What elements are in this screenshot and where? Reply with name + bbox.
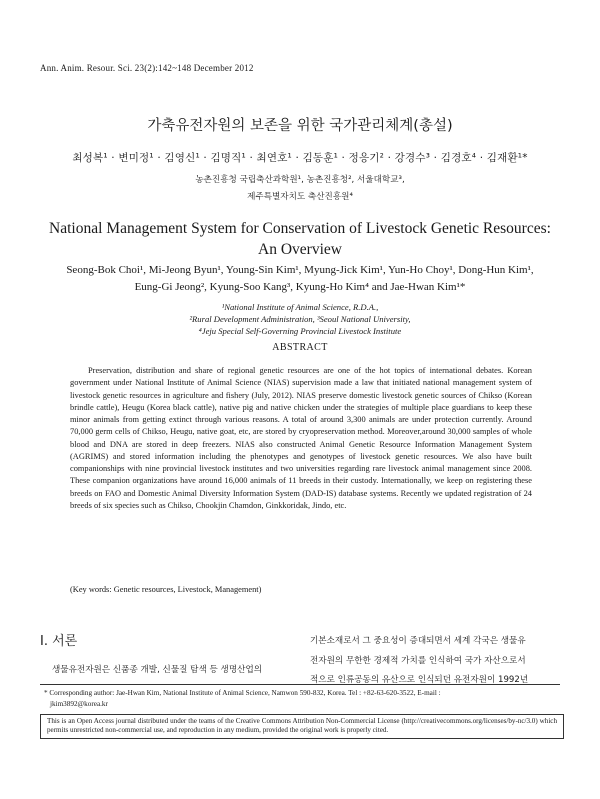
introduction-right-line3: 적으로 인류공동의 유산으로 인식되던 유전자원이 1992년 (310, 675, 529, 685)
english-title-line2: An Overview (258, 241, 342, 258)
license-notice: This is an Open Access journal distributed under the teams of the Creative Commons Attribution Non-Commercial License (http://creativecommons.org/licenses/by-nc/3.0) which permits unrestricted non-commercial use, and reproduction in any medium, provided the original work is properly cited. (40, 714, 564, 739)
english-affiliation-3: ⁴Jeju Special Self-Governing Provincial Livestock Institute (198, 326, 402, 336)
english-affiliation-1: ¹National Institute of Animal Science, R.D.A., (221, 302, 379, 312)
corresponding-author-footnote (44, 688, 562, 709)
korean-affiliation-line2: 제주특별자치도 축산진흥원⁴ (247, 192, 353, 202)
korean-authors: 최성복¹ · 변미정¹ · 김영신¹ · 김명직¹ · 최연호¹ · 김동훈¹ · 정응기² · 강경수³ · 김경호⁴ · 김재환¹* (72, 152, 528, 164)
section-heading-introduction: I. 서론 (40, 634, 78, 649)
keywords: (Key words: Genetic resources, Livestock, Management) (70, 585, 262, 594)
english-title (20, 218, 580, 260)
corresponding-author-email: jkim3892@korea.kr (50, 699, 108, 708)
introduction-right-line2: 전자원의 무한한 경제적 가치를 인식하여 국가 자산으로서 (310, 655, 526, 666)
introduction-right-column (310, 632, 562, 691)
korean-title: 가축유전자원의 보존을 위한 국가관리체계(총설) (147, 118, 453, 134)
english-authors (20, 262, 580, 296)
english-authors-line2: Eung-Gi Jeong², Kyung-Soo Kang³, Kyung-Ho Kim⁴ and Jae-Hwan Kim¹* (134, 281, 466, 293)
journal-citation: Ann. Anim. Resour. Sci. 23(2):142~148 December 2012 (40, 63, 254, 73)
introduction-left-column: 생물유전자원은 신품종 개발, 신물질 탐색 등 생명산업의 (52, 665, 263, 675)
abstract-body: Preservation, distribution and share of regional genetic resources are one of the hot topics of international debates. Korean government under National Institute of Animal Science (NIAS) supervision made a law that initiated national management system of livestock genetic resources in agriculture and fishery (July, 2012). NIAS preserve domestic livestock genetic sources of Chikso (Korean brindle cattle), Heugu (Korea black cattle), native pig and native chicken under the strategies of multiple place guardians to keep these minor animals from getting extinct through various reasons. A total of around 3,300 animals are under protection currently. Around 70,000 germ cells of Chikso, Heugu, native goat, etc, are stored by cryopreservation method. Moreover,around 30,000 samples of whole blood and DNA are stored in deep freezers. NIAS also constructed Animal Genetic Resource Information Management System (AGRIMS) and stored information including the phenotypes and genotypes of livestock genetic resources. We also have built companionships with nine provincial livestock institutes and two universities regarding rare livestock animal management since 2008. These companion organizations have around 16,000 animals of 11 breeds in their custody. Internationally, we keep on registering these breeds on FAO and Domestic Animal Diversity Information System (DAD-IS) database systems. Recently we updated registration of 24 breeds of six species such as Chikso, Chookjin Chamdon, Ginkkoridak, Jindo, etc. (70, 366, 532, 510)
abstract-heading: ABSTRACT (272, 342, 328, 353)
english-title-line1: National Management System for Conservation of Livestock Genetic Resources: (49, 220, 551, 237)
introduction-right-line1: 기본소재로서 그 중요성이 증대되면서 세계 각국은 생물유 (310, 636, 526, 646)
corresponding-author-line1: * Corresponding author: Jae-Hwan Kim, National Institute of Animal Science, Namwon 590-832, Korea. Tel : +82-63-620-3522, E-mail : (44, 689, 441, 697)
korean-affiliation-line1: 농촌진흥청 국립축산과학원¹, 농촌진흥청², 서울대학교³, (195, 175, 405, 185)
english-affiliation-2: ²Rural Development Administration, ³Seoul National University, (189, 314, 411, 324)
footnote-divider (40, 684, 560, 685)
english-authors-line1: Seong-Bok Choi¹, Mi-Jeong Byun¹, Young-Sin Kim¹, Myung-Jick Kim¹, Yun-Ho Choy¹, Dong-Hun Kim¹, (66, 264, 534, 276)
